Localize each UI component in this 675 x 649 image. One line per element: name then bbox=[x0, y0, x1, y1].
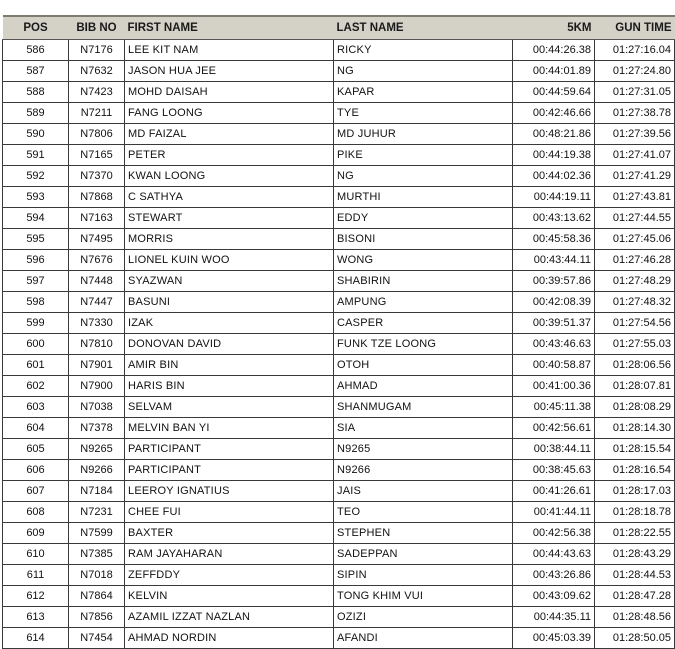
cell-pos: 597 bbox=[3, 271, 69, 292]
cell-gun-time: 01:28:15.54 bbox=[595, 439, 675, 460]
cell-pos: 592 bbox=[3, 166, 69, 187]
cell-first-name: KELVIN bbox=[125, 586, 334, 607]
table-row bbox=[3, 40, 675, 61]
cell-last-name: SHANMUGAM bbox=[334, 397, 513, 418]
cell-pos: 593 bbox=[3, 187, 69, 208]
table-row bbox=[3, 418, 675, 439]
cell-first-name: MELVIN BAN YI bbox=[125, 418, 334, 439]
cell-bib-no: N7447 bbox=[69, 292, 125, 313]
cell-first-name: AHMAD NORDIN bbox=[125, 628, 334, 649]
cell-bib-no: N7231 bbox=[69, 502, 125, 523]
cell-5km-split: 00:43:46.63 bbox=[513, 334, 595, 355]
cell-bib-no: N7864 bbox=[69, 586, 125, 607]
cell-pos: 602 bbox=[3, 376, 69, 397]
table-body bbox=[3, 40, 675, 649]
cell-gun-time: 01:28:08.29 bbox=[595, 397, 675, 418]
cell-last-name: EDDY bbox=[334, 208, 513, 229]
cell-5km-split: 00:39:51.37 bbox=[513, 313, 595, 334]
table-row bbox=[3, 271, 675, 292]
column-header-bib-no: BIB NO bbox=[69, 16, 125, 40]
cell-first-name: LEE KIT NAM bbox=[125, 40, 334, 61]
cell-first-name: FANG LOONG bbox=[125, 103, 334, 124]
cell-bib-no: N7423 bbox=[69, 82, 125, 103]
table-row bbox=[3, 439, 675, 460]
table-row bbox=[3, 313, 675, 334]
cell-bib-no: N7901 bbox=[69, 355, 125, 376]
cell-last-name: CASPER bbox=[334, 313, 513, 334]
cell-last-name: JAIS bbox=[334, 481, 513, 502]
table-row bbox=[3, 502, 675, 523]
cell-pos: 596 bbox=[3, 250, 69, 271]
cell-bib-no: N7330 bbox=[69, 313, 125, 334]
table-row bbox=[3, 103, 675, 124]
cell-last-name: KAPAR bbox=[334, 82, 513, 103]
cell-pos: 595 bbox=[3, 229, 69, 250]
cell-gun-time: 01:27:55.03 bbox=[595, 334, 675, 355]
cell-gun-time: 01:28:17.03 bbox=[595, 481, 675, 502]
cell-last-name: TYE bbox=[334, 103, 513, 124]
table-row bbox=[3, 544, 675, 565]
cell-first-name: ZEFFDDY bbox=[125, 565, 334, 586]
cell-first-name: HARIS BIN bbox=[125, 376, 334, 397]
cell-pos: 594 bbox=[3, 208, 69, 229]
cell-bib-no: N7599 bbox=[69, 523, 125, 544]
cell-first-name: SYAZWAN bbox=[125, 271, 334, 292]
cell-gun-time: 01:27:45.06 bbox=[595, 229, 675, 250]
cell-5km-split: 00:42:46.66 bbox=[513, 103, 595, 124]
table-row bbox=[3, 229, 675, 250]
cell-5km-split: 00:44:02.36 bbox=[513, 166, 595, 187]
cell-gun-time: 01:27:38.78 bbox=[595, 103, 675, 124]
table-row bbox=[3, 355, 675, 376]
cell-last-name: SIA bbox=[334, 418, 513, 439]
table-row bbox=[3, 292, 675, 313]
column-header-5km: 5KM bbox=[513, 16, 595, 40]
cell-gun-time: 01:27:16.04 bbox=[595, 40, 675, 61]
cell-last-name: RICKY bbox=[334, 40, 513, 61]
cell-5km-split: 00:45:11.38 bbox=[513, 397, 595, 418]
cell-last-name: TONG KHIM VUI bbox=[334, 586, 513, 607]
cell-bib-no: N7378 bbox=[69, 418, 125, 439]
table-row bbox=[3, 166, 675, 187]
header-row bbox=[3, 16, 675, 40]
cell-5km-split: 00:42:56.38 bbox=[513, 523, 595, 544]
cell-bib-no: N7454 bbox=[69, 628, 125, 649]
cell-bib-no: N7176 bbox=[69, 40, 125, 61]
cell-5km-split: 00:44:19.38 bbox=[513, 145, 595, 166]
cell-bib-no: N7806 bbox=[69, 124, 125, 145]
cell-bib-no: N7495 bbox=[69, 229, 125, 250]
cell-last-name: STEPHEN bbox=[334, 523, 513, 544]
table-row bbox=[3, 124, 675, 145]
cell-gun-time: 01:27:44.55 bbox=[595, 208, 675, 229]
cell-5km-split: 00:41:00.36 bbox=[513, 376, 595, 397]
cell-pos: 601 bbox=[3, 355, 69, 376]
cell-last-name: BISONI bbox=[334, 229, 513, 250]
cell-pos: 612 bbox=[3, 586, 69, 607]
cell-gun-time: 01:27:48.29 bbox=[595, 271, 675, 292]
cell-gun-time: 01:27:46.28 bbox=[595, 250, 675, 271]
cell-first-name: LEEROY IGNATIUS bbox=[125, 481, 334, 502]
cell-5km-split: 00:45:03.39 bbox=[513, 628, 595, 649]
column-header-first-name: FIRST NAME bbox=[125, 16, 334, 40]
cell-gun-time: 01:28:43.29 bbox=[595, 544, 675, 565]
cell-last-name: AHMAD bbox=[334, 376, 513, 397]
cell-last-name: TEO bbox=[334, 502, 513, 523]
table-row bbox=[3, 61, 675, 82]
cell-first-name: PARTICIPANT bbox=[125, 460, 334, 481]
cell-5km-split: 00:41:44.11 bbox=[513, 502, 595, 523]
cell-pos: 613 bbox=[3, 607, 69, 628]
cell-5km-split: 00:44:59.64 bbox=[513, 82, 595, 103]
cell-last-name: NG bbox=[334, 61, 513, 82]
cell-5km-split: 00:44:26.38 bbox=[513, 40, 595, 61]
cell-pos: 586 bbox=[3, 40, 69, 61]
cell-bib-no: N7211 bbox=[69, 103, 125, 124]
cell-pos: 610 bbox=[3, 544, 69, 565]
cell-first-name: MD FAIZAL bbox=[125, 124, 334, 145]
cell-first-name: MOHD DAISAH bbox=[125, 82, 334, 103]
cell-pos: 607 bbox=[3, 481, 69, 502]
cell-first-name: PARTICIPANT bbox=[125, 439, 334, 460]
cell-bib-no: N7856 bbox=[69, 607, 125, 628]
cell-bib-no: N9266 bbox=[69, 460, 125, 481]
table-row bbox=[3, 586, 675, 607]
cell-5km-split: 00:40:58.87 bbox=[513, 355, 595, 376]
cell-bib-no: N7370 bbox=[69, 166, 125, 187]
cell-first-name: AZAMIL IZZAT NAZLAN bbox=[125, 607, 334, 628]
cell-first-name: PETER bbox=[125, 145, 334, 166]
cell-first-name: AMIR BIN bbox=[125, 355, 334, 376]
column-header-gun-time: GUN TIME bbox=[595, 16, 675, 40]
cell-first-name: KWAN LOONG bbox=[125, 166, 334, 187]
cell-last-name: PIKE bbox=[334, 145, 513, 166]
cell-gun-time: 01:27:41.07 bbox=[595, 145, 675, 166]
cell-5km-split: 00:44:19.11 bbox=[513, 187, 595, 208]
cell-last-name: OTOH bbox=[334, 355, 513, 376]
cell-pos: 590 bbox=[3, 124, 69, 145]
cell-bib-no: N7165 bbox=[69, 145, 125, 166]
cell-pos: 600 bbox=[3, 334, 69, 355]
cell-5km-split: 00:43:44.11 bbox=[513, 250, 595, 271]
cell-5km-split: 00:48:21.86 bbox=[513, 124, 595, 145]
cell-pos: 606 bbox=[3, 460, 69, 481]
table-row bbox=[3, 523, 675, 544]
cell-first-name: BASUNI bbox=[125, 292, 334, 313]
cell-gun-time: 01:28:16.54 bbox=[595, 460, 675, 481]
cell-gun-time: 01:28:48.56 bbox=[595, 607, 675, 628]
cell-5km-split: 00:42:08.39 bbox=[513, 292, 595, 313]
cell-first-name: SELVAM bbox=[125, 397, 334, 418]
cell-5km-split: 00:43:09.62 bbox=[513, 586, 595, 607]
cell-5km-split: 00:43:13.62 bbox=[513, 208, 595, 229]
cell-last-name: AFANDI bbox=[334, 628, 513, 649]
cell-bib-no: N7385 bbox=[69, 544, 125, 565]
cell-first-name: STEWART bbox=[125, 208, 334, 229]
cell-gun-time: 01:28:18.78 bbox=[595, 502, 675, 523]
cell-bib-no: N7810 bbox=[69, 334, 125, 355]
page-top-margin bbox=[0, 0, 640, 15]
cell-pos: 609 bbox=[3, 523, 69, 544]
cell-pos: 598 bbox=[3, 292, 69, 313]
cell-5km-split: 00:44:43.63 bbox=[513, 544, 595, 565]
cell-last-name: AMPUNG bbox=[334, 292, 513, 313]
table-row bbox=[3, 565, 675, 586]
cell-5km-split: 00:45:58.36 bbox=[513, 229, 595, 250]
table-row bbox=[3, 397, 675, 418]
table-row bbox=[3, 460, 675, 481]
cell-last-name: NG bbox=[334, 166, 513, 187]
cell-pos: 599 bbox=[3, 313, 69, 334]
cell-first-name: JASON HUA JEE bbox=[125, 61, 334, 82]
cell-first-name: CHEE FUI bbox=[125, 502, 334, 523]
race-results-table bbox=[2, 15, 675, 649]
cell-bib-no: N7632 bbox=[69, 61, 125, 82]
cell-gun-time: 01:27:41.29 bbox=[595, 166, 675, 187]
table-row bbox=[3, 208, 675, 229]
cell-5km-split: 00:38:44.11 bbox=[513, 439, 595, 460]
cell-bib-no: N7900 bbox=[69, 376, 125, 397]
table-header bbox=[3, 16, 675, 40]
cell-gun-time: 01:28:22.55 bbox=[595, 523, 675, 544]
cell-gun-time: 01:27:31.05 bbox=[595, 82, 675, 103]
cell-bib-no: N7038 bbox=[69, 397, 125, 418]
cell-5km-split: 00:41:26.61 bbox=[513, 481, 595, 502]
cell-last-name: SHABIRIN bbox=[334, 271, 513, 292]
cell-5km-split: 00:39:57.86 bbox=[513, 271, 595, 292]
cell-gun-time: 01:27:43.81 bbox=[595, 187, 675, 208]
cell-first-name: IZAK bbox=[125, 313, 334, 334]
cell-pos: 603 bbox=[3, 397, 69, 418]
cell-gun-time: 01:28:07.81 bbox=[595, 376, 675, 397]
cell-gun-time: 01:28:06.56 bbox=[595, 355, 675, 376]
table-row bbox=[3, 628, 675, 649]
cell-first-name: MORRIS bbox=[125, 229, 334, 250]
cell-bib-no: N7163 bbox=[69, 208, 125, 229]
table-row bbox=[3, 481, 675, 502]
cell-5km-split: 00:38:45.63 bbox=[513, 460, 595, 481]
cell-gun-time: 01:28:47.28 bbox=[595, 586, 675, 607]
column-header-last-name: LAST NAME bbox=[334, 16, 513, 40]
table-row bbox=[3, 250, 675, 271]
cell-last-name: FUNK TZE LOONG bbox=[334, 334, 513, 355]
cell-5km-split: 00:44:35.11 bbox=[513, 607, 595, 628]
cell-bib-no: N7868 bbox=[69, 187, 125, 208]
cell-pos: 611 bbox=[3, 565, 69, 586]
cell-5km-split: 00:43:26.86 bbox=[513, 565, 595, 586]
cell-bib-no: N7448 bbox=[69, 271, 125, 292]
table-row bbox=[3, 82, 675, 103]
cell-pos: 587 bbox=[3, 61, 69, 82]
column-header-pos: POS bbox=[3, 16, 69, 40]
cell-last-name: OZIZI bbox=[334, 607, 513, 628]
table-row bbox=[3, 334, 675, 355]
cell-5km-split: 00:42:56.61 bbox=[513, 418, 595, 439]
cell-first-name: RAM JAYAHARAN bbox=[125, 544, 334, 565]
cell-gun-time: 01:28:50.05 bbox=[595, 628, 675, 649]
cell-first-name: C SATHYA bbox=[125, 187, 334, 208]
cell-gun-time: 01:28:44.53 bbox=[595, 565, 675, 586]
cell-pos: 588 bbox=[3, 82, 69, 103]
cell-gun-time: 01:28:14.30 bbox=[595, 418, 675, 439]
cell-pos: 614 bbox=[3, 628, 69, 649]
cell-last-name: N9266 bbox=[334, 460, 513, 481]
table-row bbox=[3, 376, 675, 397]
table-row bbox=[3, 187, 675, 208]
cell-pos: 608 bbox=[3, 502, 69, 523]
cell-bib-no: N9265 bbox=[69, 439, 125, 460]
cell-last-name: MD JUHUR bbox=[334, 124, 513, 145]
table-row bbox=[3, 145, 675, 166]
cell-first-name: DONOVAN DAVID bbox=[125, 334, 334, 355]
cell-last-name: WONG bbox=[334, 250, 513, 271]
cell-last-name: SADEPPAN bbox=[334, 544, 513, 565]
cell-first-name: BAXTER bbox=[125, 523, 334, 544]
cell-bib-no: N7018 bbox=[69, 565, 125, 586]
cell-gun-time: 01:27:54.56 bbox=[595, 313, 675, 334]
table-row bbox=[3, 607, 675, 628]
cell-pos: 605 bbox=[3, 439, 69, 460]
cell-pos: 589 bbox=[3, 103, 69, 124]
cell-5km-split: 00:44:01.89 bbox=[513, 61, 595, 82]
cell-gun-time: 01:27:48.32 bbox=[595, 292, 675, 313]
cell-last-name: MURTHI bbox=[334, 187, 513, 208]
cell-pos: 604 bbox=[3, 418, 69, 439]
cell-first-name: LIONEL KUIN WOO bbox=[125, 250, 334, 271]
cell-gun-time: 01:27:39.56 bbox=[595, 124, 675, 145]
cell-last-name: SIPIN bbox=[334, 565, 513, 586]
cell-gun-time: 01:27:24.80 bbox=[595, 61, 675, 82]
cell-bib-no: N7184 bbox=[69, 481, 125, 502]
cell-bib-no: N7676 bbox=[69, 250, 125, 271]
cell-last-name: N9265 bbox=[334, 439, 513, 460]
cell-pos: 591 bbox=[3, 145, 69, 166]
